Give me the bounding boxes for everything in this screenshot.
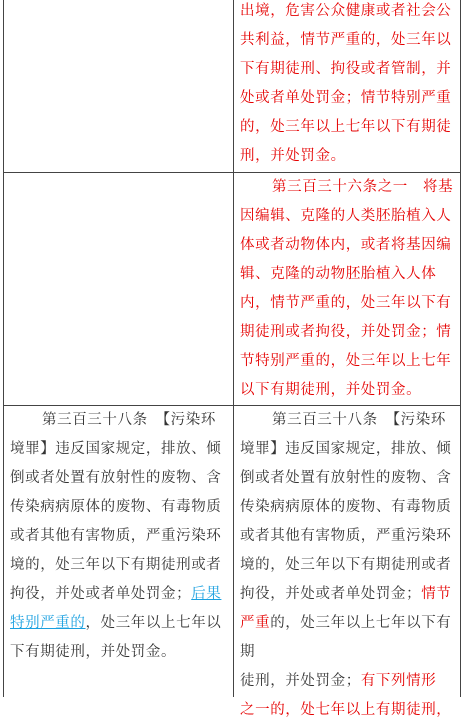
text-line: 境罪】违反国家规定，排放、倾 <box>240 441 452 457</box>
text-segment: 拘役，并处或者单处罚金； <box>240 586 422 602</box>
text-line <box>240 580 456 609</box>
text-line: 之一的，处七年以上有期徒刑， <box>240 702 452 718</box>
text-segment: ，处三年以上七年以 <box>85 615 222 631</box>
text-segment: 的，处三年以上七年以下有期 <box>240 615 452 660</box>
text-line: 传染病病原体的废物、有毒物质 <box>10 499 222 515</box>
text-line: 内，情节严重的，处三年以下有 <box>240 295 452 311</box>
text-line: 期徒刑或者拘役，并处罚金；情 <box>240 324 452 340</box>
row1-old-cell <box>4 0 233 172</box>
text-line <box>240 667 456 696</box>
text-line: 体或者动物体内，或者将基因编 <box>240 237 452 253</box>
text-line: 或者其他有害物质，严重污染环 <box>240 528 452 544</box>
row2-old-cell <box>4 173 233 405</box>
deleted-text: 后果 <box>191 586 222 602</box>
row1-new-cell <box>240 0 456 171</box>
text-line: 因编辑、克隆的人类胚胎植入人 <box>240 208 452 224</box>
text-line: 辑、克隆的动物胚胎植入人体 <box>240 266 437 282</box>
text-line: 境的，处三年以下有期徒刑或者 <box>240 557 452 573</box>
text-line: 节特别严重的，处三年以上七年 <box>240 353 452 369</box>
text-line: 倒或者处置有放射性的废物、含 <box>10 470 222 486</box>
text-line: 共利益，情节严重的，处三年以 <box>240 32 452 48</box>
text-line: 传染病病原体的废物、有毒物质 <box>240 499 452 515</box>
article-heading-line: 第三百三十八条 【污染环 <box>272 412 446 428</box>
text-segment: 拘役，并处或者单处罚金； <box>10 586 192 602</box>
row3-new-cell <box>240 406 456 725</box>
text-line: 处或者单处罚金；情节特别严重 <box>240 90 452 106</box>
deleted-text: 特别严重的 <box>10 615 86 631</box>
text-line: 下有期徒刑、拘役或者管制，并 <box>240 61 452 77</box>
text-line <box>240 609 456 667</box>
text-line: 的，处三年以上七年以下有期徒 <box>240 119 452 135</box>
text-line: 下有期徒刑，并处罚金。 <box>10 644 177 660</box>
article-heading-line: 第三百三十六条之一 将基 <box>272 179 454 195</box>
text-line <box>10 580 230 609</box>
added-text: 严重 <box>240 615 271 631</box>
text-line: 出境，危害公众健康或者社会公 <box>240 3 452 19</box>
added-text: 有下列情形 <box>360 673 437 689</box>
text-line <box>10 609 230 638</box>
column-divider <box>233 0 234 697</box>
text-line: 刑，并处罚金。 <box>240 148 346 164</box>
row2-new-cell <box>240 173 456 405</box>
text-line: 境的，处三年以下有期徒刑或者 <box>10 557 222 573</box>
article-heading-line: 第三百三十八条 【污染环 <box>42 412 216 428</box>
text-line: 以下有期徒刑，并处罚金。 <box>240 382 422 398</box>
added-text: 情节 <box>421 586 452 602</box>
text-line: 或者其他有害物质，严重污染环 <box>10 528 222 544</box>
row3-old-cell <box>10 406 230 667</box>
text-line: 倒或者处置有放射性的废物、含 <box>240 470 452 486</box>
text-line: 境罪】违反国家规定，排放、倾 <box>10 441 222 457</box>
text-segment: 徒刑，并处罚金； <box>240 673 361 689</box>
